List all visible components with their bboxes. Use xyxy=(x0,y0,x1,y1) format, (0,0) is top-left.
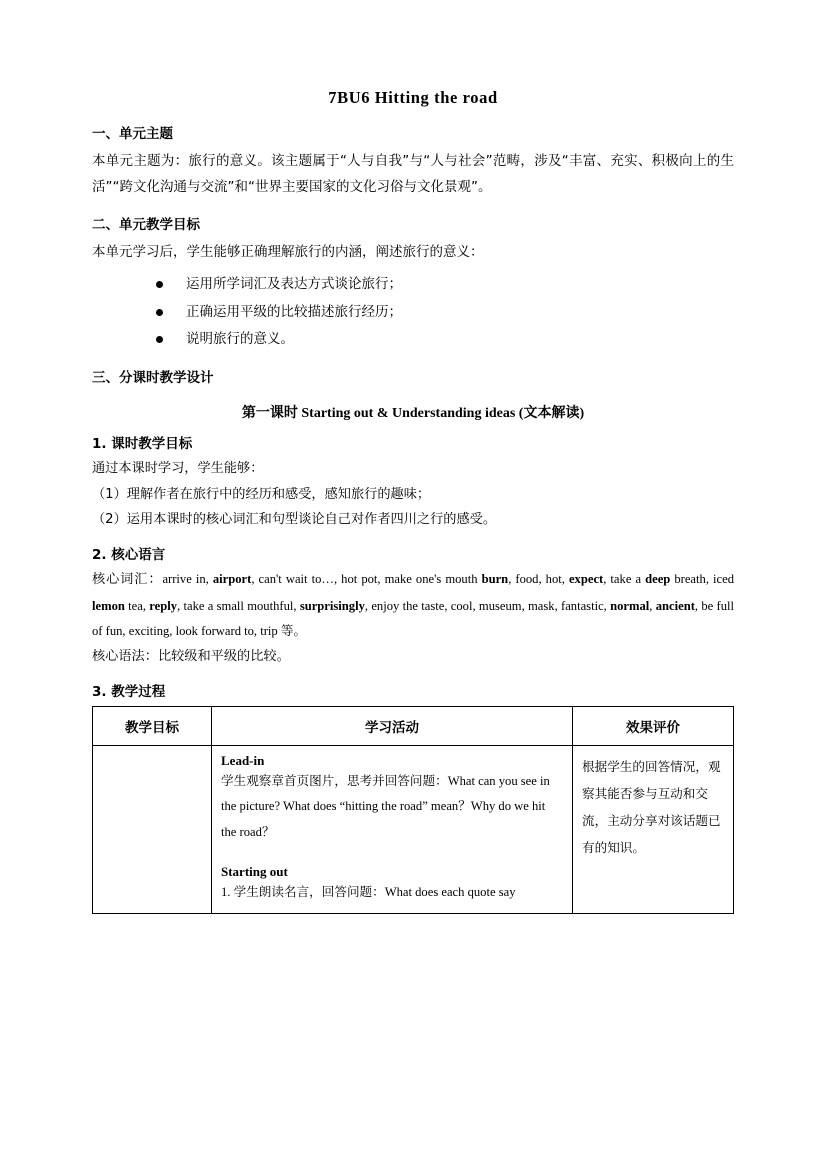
cell-evaluation xyxy=(573,745,734,913)
core-grammar-text: 比较级和平级的比较。 xyxy=(157,648,290,664)
cell-activities xyxy=(212,745,573,913)
table-row xyxy=(93,745,734,913)
language-heading: 2. 核心语言 xyxy=(92,547,166,564)
core-grammar xyxy=(92,644,734,670)
lesson-title: 第一课时 Starting out & Understanding ideas (文本解读) xyxy=(241,405,585,421)
table-header-row xyxy=(93,706,734,745)
objective-heading: 1. 课时教学目标 xyxy=(92,435,193,452)
core-vocabulary-label: 核心词汇： xyxy=(92,572,163,588)
unit-objective-list xyxy=(92,271,734,354)
activity-2-title: Starting out xyxy=(221,864,288,880)
activity-2-text: 1. 学生朗读名言，回答问题：What does each quote say xyxy=(221,885,516,900)
page-title: 7BU6 Hitting the road xyxy=(328,88,498,107)
table-header-goal: 教学目标 xyxy=(93,706,212,745)
activity-1-text: 学生观察章首页图片，思考并回答问题：What can you see in the picture? What does “hitting the road” mean？Why do we hit the road？ xyxy=(221,773,550,840)
cell-goal xyxy=(93,745,212,913)
core-vocabulary xyxy=(92,567,734,644)
section-heading-unit-objectives: 二、单元教学目标 xyxy=(92,216,200,233)
table-header-evaluation: 效果评价 xyxy=(573,706,734,745)
core-grammar-label: 核心语法： xyxy=(92,648,158,664)
section-heading-unit-theme: 一、单元主题 xyxy=(92,126,173,142)
objective-item-1: （1）理解作者在旅行中的经历和感受，感知旅行的趣味； xyxy=(92,486,431,502)
process-heading: 3. 教学过程 xyxy=(92,683,166,700)
table-header-activity: 学习活动 xyxy=(212,706,573,745)
objective-item-2: （2）运用本课时的核心词汇和句型谈论自己对作者四川之行的感受。 xyxy=(92,512,497,528)
spacer xyxy=(221,846,563,864)
objective-lead: 通过本课时学习，学生能够： xyxy=(92,460,264,476)
evaluation-text: 根据学生的回答情况，观察其能否参与互动和交流，主动分享对该话题已有的知识。 xyxy=(582,758,721,855)
section-paragraph-unit-objectives: 本单元学习后，学生能够正确理解旅行的内涵，阐述旅行的意义： xyxy=(92,243,484,260)
list-item: 运用所学词汇及表达方式谈论旅行； xyxy=(156,271,734,299)
teaching-process-table xyxy=(92,706,734,914)
section-heading-lesson-design: 三、分课时教学设计 xyxy=(92,369,214,386)
list-item: 说明旅行的意义。 xyxy=(156,326,734,354)
core-vocabulary-text: arrive in, airport, can't wait to…, hot pot, make one's mouth burn, food, hot, expect, take a deep breath, iced lemon tea, reply, take a small mouthful, surprisingly, enjoy the taste, cool, museum, mask, fantastic, normal, ancient, be full of fun, exciting, look forward to, trip 等。 xyxy=(92,572,735,638)
section-paragraph-unit-theme: 本单元主题为：旅行的意义。该主题属于“人与自我”与“人与社会”范畴，涉及“丰富、充实、积极向上的生活”“跨文化沟通与交流”和“世界主要国家的文化习俗与文化景观”。 xyxy=(92,153,734,196)
activity-1-title: Lead-in xyxy=(221,752,265,768)
list-item: 正确运用平级的比较描述旅行经历； xyxy=(156,299,734,327)
